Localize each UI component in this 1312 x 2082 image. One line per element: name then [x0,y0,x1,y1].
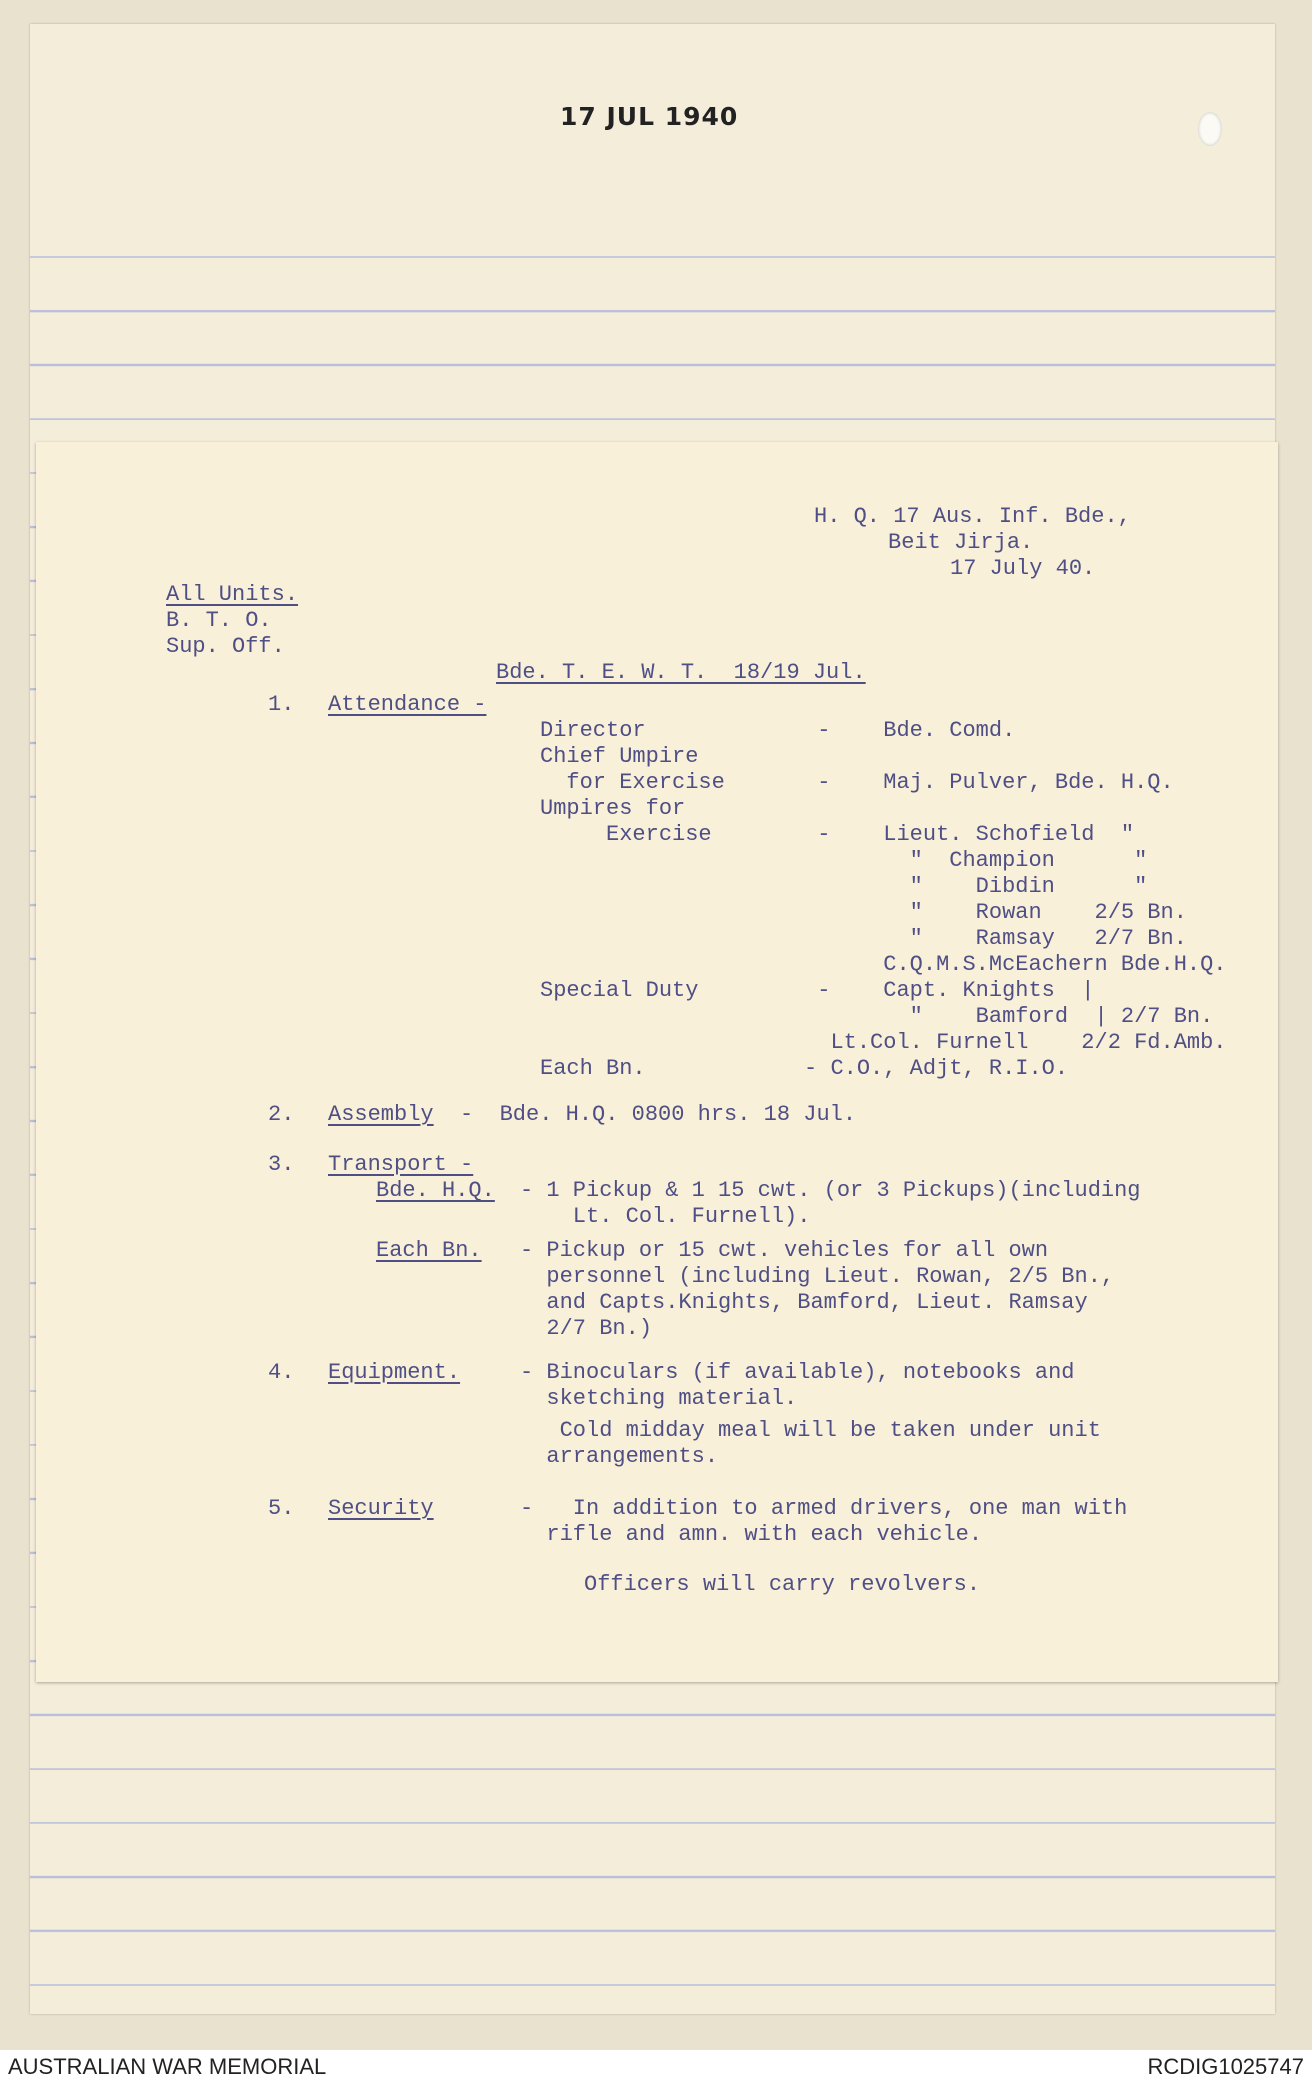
date-stamp: 17 JUL 1940 [560,102,739,131]
section-2-heading: Assembly [328,1102,434,1127]
header-line-1: H. Q. 17 Aus. Inf. Bde., [814,504,1131,529]
section-5-number: 5. [268,1496,295,1521]
section-4-text-1: - Binoculars (if available), notebooks and sketching material. [520,1360,1075,1411]
section-3-sub1-label: Bde. H.Q. [376,1178,495,1203]
attendance-row: for Exercise - Maj. Pulver, Bde. H.Q. [540,770,1174,795]
attendance-row: Lt.Col. Furnell 2/2 Fd.Amb. [540,1030,1227,1055]
attendance-row: " Ramsay 2/7 Bn. [540,926,1187,951]
section-5-text-2: Officers will carry revolvers. [584,1572,981,1597]
attendance-row: Umpires for [540,796,686,821]
attendance-row: Chief Umpire [540,744,699,769]
section-1-heading: Attendance - [328,692,487,717]
attendance-row: Special Duty - Capt. Knights | [540,978,1095,1003]
attendance-row: C.Q.M.S.McEachern Bde.H.Q. [540,952,1227,977]
typed-memo-sheet [36,442,1278,1682]
attendance-row: Director - Bde. Comd. [540,718,1016,743]
attendance-row: Exercise - Lieut. Schofield " [540,822,1135,847]
addressee-bto: B. T. O. [166,608,272,633]
back-page-top-margin [30,24,1275,252]
addressee-sup-off: Sup. Off. [166,634,285,659]
section-5-heading: Security [328,1496,434,1521]
attendance-row: " Champion " [540,848,1148,873]
section-5-text-1: - In addition to armed drivers, one man with rifle and amn. with each vehicle. [520,1496,1128,1547]
punch-hole [1198,112,1222,146]
section-3-sub2-label: Each Bn. [376,1238,482,1263]
header-line-2: Beit Jirja. [888,530,1034,555]
section-2-number: 2. [268,1102,295,1127]
section-3-number: 3. [268,1152,295,1177]
section-1-number: 1. [268,692,295,717]
archive-footer [0,2050,1312,2082]
attendance-list [540,718,1227,1082]
section-4-text-2: Cold midday meal will be taken under unit arrangements. [546,1418,1101,1469]
memo-title: Bde. T. E. W. T. 18/19 Jul. [496,660,866,685]
footer-record-id: RCDIG1025747 [1147,2054,1304,2079]
attendance-row: " Rowan 2/5 Bn. [540,900,1187,925]
attendance-row: " Bamford | 2/7 Bn. [540,1004,1214,1029]
addressee-all-units: All Units. [166,582,299,607]
section-3-sub2-text: - Pickup or 15 cwt. vehicles for all own personnel (including Lieut. Rowan, 2/5 Bn., and Capts.Knights, Bamford, Lieut. Ramsay 2/7 Bn.) [520,1238,1115,1341]
section-4-number: 4. [268,1360,295,1385]
section-4-heading: Equipment. [328,1360,461,1385]
attendance-row: " Dibdin " [540,874,1148,899]
footer-institution: AUSTRALIAN WAR MEMORIAL [8,2054,327,2079]
section-3-heading: Transport - [328,1152,474,1177]
section-3-sub1-text: - 1 Pickup & 1 15 cwt. (or 3 Pickups)(including Lt. Col. Furnell). [520,1178,1141,1229]
section-2-text: - Bde. H.Q. 0800 hrs. 18 Jul. [460,1102,857,1127]
attendance-row: Each Bn. - C.O., Adjt, R.I.O. [540,1056,1069,1081]
header-line-3: 17 July 40. [950,556,1096,581]
